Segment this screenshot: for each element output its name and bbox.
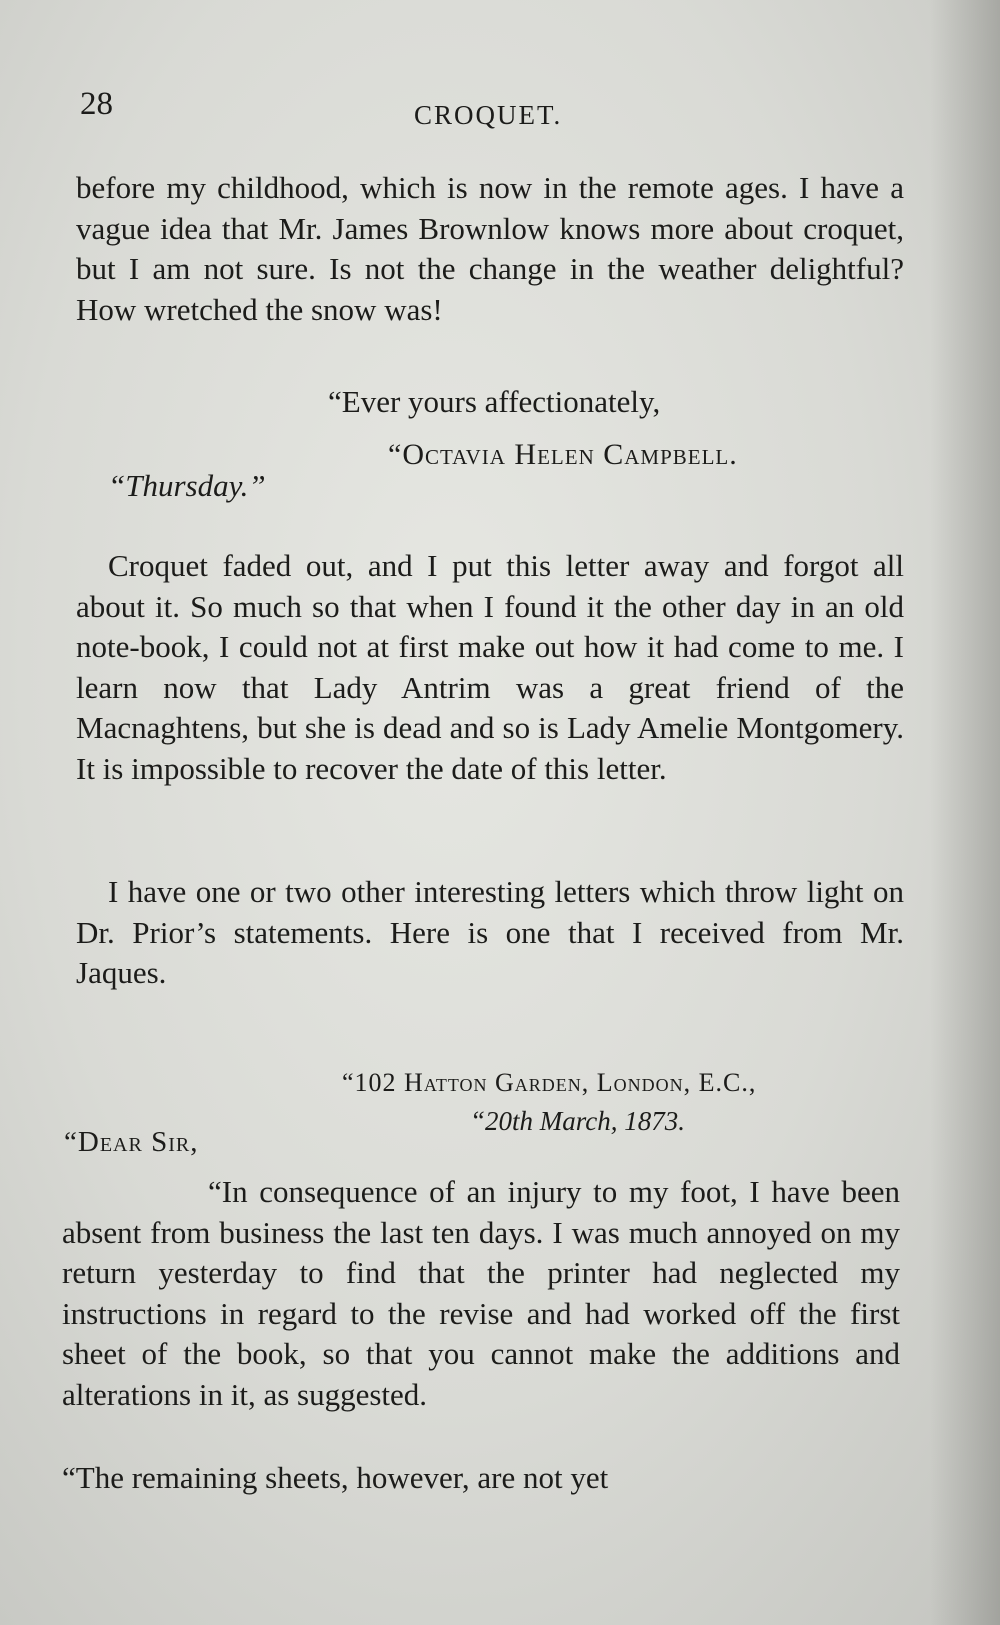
page-number: 28 [80, 86, 113, 122]
paragraph-3: I have one or two other interesting letters which throw light on Dr. Prior’s statements. Here is one that I received from Mr. Jaques. [76, 874, 904, 990]
letter-salutation: “Dear Sir, [64, 1126, 199, 1158]
running-title: CROQUET. [414, 100, 563, 130]
paragraph-2: Croquet faded out, and I put this letter away and forgot all about it. So much so that when I found it the other day in an old note-book, I could not at first make out how it had come to me. I learn now that Lady Antrim was a great friend of the Macnaghtens, but she is dead and so is Lady Amelie Montgomery. It is impossible to recover the date of this letter. [76, 548, 904, 786]
paragraph-4: “In consequence of an injury to my foot, I have been absent from business the last ten days. I was much annoyed on my return yesterday to find that the printer had neglected my instructions in regard to the revise and had worked off the first sheet of the book, so that you cannot make the additions and alterations in it, as suggested. [62, 1174, 900, 1412]
letter-dateline: “Thursday.” [108, 468, 266, 503]
paragraph-5: “The remaining sheets, however, are not yet [62, 1460, 609, 1495]
letter-date: “20th March, 1873. [470, 1106, 685, 1136]
paragraph-1: before my childhood, which is now in the remote ages. I have a vague idea that Mr. James Brownlow knows more about croquet, but I am not sure. Is not the change in the weather delightful? How wretched the snow was! [76, 170, 904, 327]
letter-address: “102 Hatton Garden, London, E.C., [342, 1068, 757, 1097]
letter-closing: “Ever yours affectionately, [328, 384, 661, 419]
letter-signature: “Octavia Helen Campbell. [388, 438, 738, 471]
